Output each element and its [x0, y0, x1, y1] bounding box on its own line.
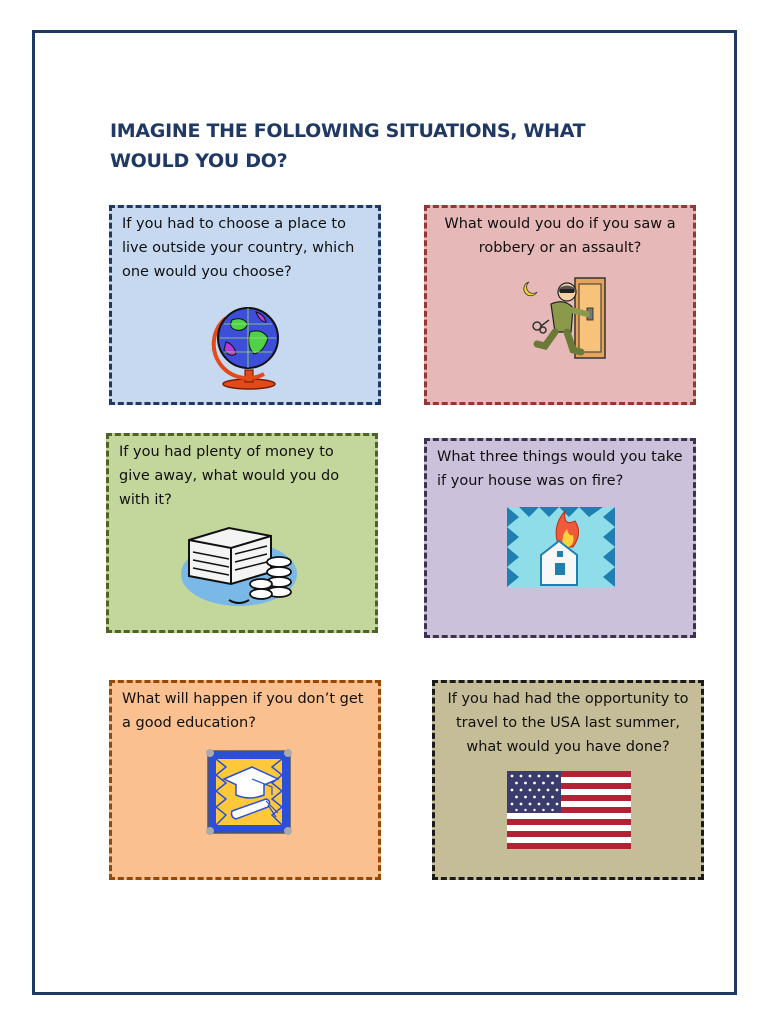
- money-icon: [179, 522, 309, 612]
- situation-card-4: [424, 438, 696, 638]
- card-question: What will happen if you don’t get a good education?: [122, 691, 364, 731]
- graduation-icon: [206, 749, 292, 835]
- situation-card-3: [106, 433, 378, 633]
- situation-card-2: [424, 205, 696, 405]
- situation-card-1: [109, 205, 381, 405]
- page-title: IMAGINE THE FOLLOWING SITUATIONS, WHAT WOULD YOU DO?: [110, 120, 586, 172]
- burglar-icon: [515, 274, 611, 366]
- situation-card-6: [432, 680, 704, 880]
- globe-icon: [204, 298, 294, 390]
- house-fire-icon: [507, 507, 615, 587]
- card-question: If you had to choose a place to live outside your country, which one would you choose?: [122, 216, 355, 280]
- card-question: What would you do if you saw a robbery or an assault?: [444, 216, 676, 256]
- situation-card-5: [109, 680, 381, 880]
- card-question: If you had had the opportunity to travel to the USA last summer, what would you have done?: [447, 691, 689, 755]
- usa-flag-icon: [507, 771, 631, 849]
- card-question: What three things would you take if your house was on fire?: [437, 449, 683, 489]
- card-question: If you had plenty of money to give away, what would you do with it?: [119, 444, 340, 508]
